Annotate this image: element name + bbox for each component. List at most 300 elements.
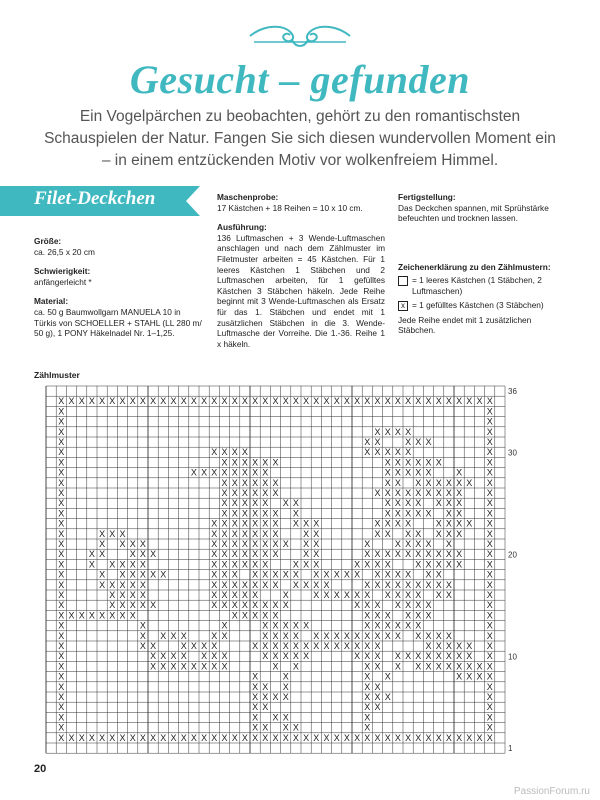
filled-cell: X	[99, 579, 106, 590]
filled-cell: X	[139, 600, 146, 611]
filled-cell: X	[405, 620, 412, 631]
filled-cell: X	[170, 661, 177, 672]
filled-cell: X	[282, 651, 289, 662]
filled-cell: X	[58, 457, 65, 468]
difficulty-label: Schwierigkeit:	[34, 266, 91, 277]
filled-cell: X	[354, 600, 361, 611]
filled-cell: X	[384, 457, 391, 468]
filled-cell: X	[394, 579, 401, 590]
size-value: ca. 26,5 x 20 cm	[34, 246, 95, 257]
filled-cell: X	[272, 651, 279, 662]
filled-cell: X	[394, 732, 401, 743]
filled-cell: X	[394, 498, 401, 509]
filled-cell: X	[58, 640, 65, 651]
filled-cell: X	[160, 396, 167, 407]
filled-cell: X	[201, 640, 208, 651]
filled-cell: X	[211, 528, 218, 539]
filled-cell: X	[384, 569, 391, 580]
filled-cell: X	[211, 630, 218, 641]
filled-cell: X	[313, 559, 320, 570]
filled-cell: X	[119, 589, 126, 600]
filled-cell: X	[333, 640, 340, 651]
filled-cell: X	[58, 732, 65, 743]
filled-cell: X	[445, 538, 452, 549]
filled-cell: X	[180, 651, 187, 662]
filled-cell: X	[99, 549, 106, 560]
filled-cell: X	[262, 579, 269, 590]
intro-text: Ein Vogelpärchen zu beobachten, gehört zu den romantischsten Schauspielen der Natur. Fangen Sie sich diesen wundervollen Moment ein – in einem entzückenden Motiv vor wolkenfreiem Himmel.	[44, 108, 556, 169]
filled-cell: X	[252, 487, 259, 498]
filled-cell: X	[262, 691, 269, 702]
filled-cell: X	[384, 620, 391, 631]
filled-cell: X	[241, 396, 248, 407]
filled-cell: X	[435, 589, 442, 600]
filled-cell: X	[364, 640, 371, 651]
filled-cell: X	[425, 600, 432, 611]
filled-cell: X	[415, 528, 422, 539]
filled-cell: X	[456, 651, 463, 662]
filled-cell: X	[282, 732, 289, 743]
filled-cell: X	[405, 498, 412, 509]
filled-cell: X	[303, 579, 310, 590]
filled-cell: X	[374, 732, 381, 743]
row-label: 36	[508, 387, 517, 397]
filled-cell: X	[58, 487, 65, 498]
filled-cell: X	[425, 630, 432, 641]
filled-cell: X	[466, 671, 473, 682]
filled-cell: X	[78, 732, 85, 743]
filled-cell: X	[292, 732, 299, 743]
filled-cell: X	[425, 477, 432, 488]
filled-cell: X	[88, 559, 95, 570]
filled-cell: X	[394, 549, 401, 560]
filled-cell: X	[405, 508, 412, 519]
filled-cell: X	[231, 600, 238, 611]
filled-cell: X	[129, 579, 136, 590]
filled-cell: X	[99, 569, 106, 580]
finishing-label: Fertigstellung:	[398, 192, 456, 202]
filled-cell: X	[58, 508, 65, 519]
filled-cell: X	[374, 610, 381, 621]
filled-cell: X	[221, 447, 228, 458]
filled-cell: X	[374, 436, 381, 447]
filled-cell: X	[272, 610, 279, 621]
filled-cell: X	[445, 559, 452, 570]
filled-cell: X	[292, 518, 299, 529]
filled-cell: X	[211, 589, 218, 600]
filled-cell: X	[252, 702, 259, 713]
filled-cell: X	[415, 396, 422, 407]
filled-cell: X	[394, 477, 401, 488]
filled-cell: X	[262, 559, 269, 570]
filled-cell: X	[425, 396, 432, 407]
filled-cell: X	[241, 610, 248, 621]
filled-cell: X	[221, 651, 228, 662]
filled-cell: X	[109, 732, 116, 743]
filled-cell: X	[394, 538, 401, 549]
filled-cell: X	[445, 640, 452, 651]
filled-cell: X	[88, 732, 95, 743]
filled-cell: X	[364, 600, 371, 611]
filled-cell: X	[241, 487, 248, 498]
filled-cell: X	[241, 518, 248, 529]
filled-cell: X	[221, 620, 228, 631]
filled-cell: X	[476, 671, 483, 682]
filled-cell: X	[241, 528, 248, 539]
filled-cell: X	[221, 538, 228, 549]
filled-cell: X	[211, 518, 218, 529]
filled-cell: X	[303, 396, 310, 407]
filled-cell: X	[384, 630, 391, 641]
filled-cell: X	[221, 732, 228, 743]
filled-cell: X	[221, 518, 228, 529]
filled-cell: X	[88, 549, 95, 560]
filled-cell: X	[364, 661, 371, 672]
material-label: Material:	[34, 296, 69, 307]
filled-cell: X	[272, 508, 279, 519]
filled-cell: X	[129, 610, 136, 621]
filled-cell: X	[425, 467, 432, 478]
filled-cell: X	[221, 396, 228, 407]
filled-cell: X	[272, 477, 279, 488]
filled-cell: X	[68, 732, 75, 743]
filled-cell: X	[394, 661, 401, 672]
filled-cell: X	[384, 508, 391, 519]
legend-title: Zeichenerklärung zu den Zählmustern:	[398, 261, 551, 272]
filled-cell: X	[282, 722, 289, 733]
filled-cell: X	[190, 396, 197, 407]
filled-cell: X	[282, 620, 289, 631]
filled-cell: X	[303, 559, 310, 570]
filled-cell: X	[313, 732, 320, 743]
filled-cell: X	[303, 620, 310, 631]
filled-cell: X	[374, 620, 381, 631]
filled-cell: X	[435, 518, 442, 529]
filled-cell: X	[364, 559, 371, 570]
filled-cell: X	[241, 508, 248, 519]
filled-cell: X	[445, 651, 452, 662]
filled-cell: X	[374, 447, 381, 458]
filled-cell: X	[313, 396, 320, 407]
filled-cell: X	[282, 640, 289, 651]
filled-cell: X	[58, 589, 65, 600]
filled-cell: X	[394, 620, 401, 631]
filled-cell: X	[211, 549, 218, 560]
filled-cell: X	[415, 732, 422, 743]
material-value: ca. 50 g Baumwollgarn MANUELA 10 in Türkis von SCHOELLER + STAHL (LL 280 m/ 50 g), 1 PONY Häkelnadel Nr. 1–1,25.	[34, 306, 202, 339]
filled-cell: X	[129, 569, 136, 580]
filled-cell: X	[99, 538, 106, 549]
filled-cell: X	[354, 732, 361, 743]
filled-cell: X	[58, 436, 65, 447]
filled-cell: X	[364, 538, 371, 549]
filled-cell: X	[425, 436, 432, 447]
filled-cell: X	[139, 396, 146, 407]
filled-cell: X	[150, 600, 157, 611]
filled-cell: X	[323, 630, 330, 641]
filled-cell: X	[384, 396, 391, 407]
filled-cell: X	[333, 589, 340, 600]
filled-cell: X	[364, 671, 371, 682]
filled-cell: X	[201, 651, 208, 662]
filled-cell: X	[262, 538, 269, 549]
filled-cell: X	[405, 518, 412, 529]
filled-cell: X	[313, 518, 320, 529]
filled-cell: X	[129, 589, 136, 600]
filled-cell: X	[252, 600, 259, 611]
filled-cell: X	[415, 467, 422, 478]
filled-cell: X	[486, 426, 493, 437]
filled-cell: X	[262, 640, 269, 651]
filled-cell: X	[292, 630, 299, 641]
filled-cell: X	[486, 549, 493, 560]
filled-cell: X	[456, 671, 463, 682]
filled-cell: X	[272, 630, 279, 641]
filled-cell: X	[139, 559, 146, 570]
filled-cell: X	[303, 549, 310, 560]
filled-cell: X	[109, 528, 116, 539]
filled-cell: X	[364, 732, 371, 743]
filled-cell: X	[211, 559, 218, 570]
filled-cell: X	[262, 477, 269, 488]
filled-cell: X	[282, 569, 289, 580]
filled-cell: X	[323, 732, 330, 743]
filled-cell: X	[415, 579, 422, 590]
filled-cell: X	[486, 589, 493, 600]
filled-cell: X	[201, 732, 208, 743]
filled-cell: X	[68, 396, 75, 407]
filled-cell: X	[292, 569, 299, 580]
filled-cell: X	[343, 640, 350, 651]
filled-cell: X	[211, 732, 218, 743]
filled-cell: X	[333, 630, 340, 641]
filled-cell: X	[252, 498, 259, 509]
filled-cell: X	[445, 661, 452, 672]
filled-cell: X	[466, 661, 473, 672]
filled-cell: X	[272, 549, 279, 560]
filled-cell: X	[374, 426, 381, 437]
filled-cell: X	[364, 396, 371, 407]
filled-cell: X	[252, 579, 259, 590]
filled-cell: X	[170, 630, 177, 641]
filled-cell: X	[384, 518, 391, 529]
filled-cell: X	[384, 691, 391, 702]
filled-cell: X	[323, 579, 330, 590]
filled-cell: X	[435, 661, 442, 672]
filled-cell: X	[456, 640, 463, 651]
instructions-column	[217, 192, 385, 349]
filled-cell: X	[150, 549, 157, 560]
filled-cell: X	[201, 396, 208, 407]
filled-cell: X	[272, 732, 279, 743]
filled-cell: X	[221, 487, 228, 498]
filled-cell: X	[58, 549, 65, 560]
filled-cell: X	[364, 620, 371, 631]
filled-cell: X	[241, 498, 248, 509]
filled-cell: X	[221, 600, 228, 611]
filled-cell: X	[129, 732, 136, 743]
legend-empty-text: = 1 leeres Kästchen (1 Stäbchen, 2 Luftmaschen)	[412, 275, 542, 296]
filled-cell: X	[354, 396, 361, 407]
filled-cell: X	[415, 498, 422, 509]
filled-cell: X	[272, 457, 279, 468]
filled-cell: X	[180, 661, 187, 672]
filled-cell: X	[68, 610, 75, 621]
filled-cell: X	[323, 589, 330, 600]
filled-cell: X	[139, 549, 146, 560]
filled-cell: X	[58, 396, 65, 407]
filled-cell: X	[221, 549, 228, 560]
filled-cell: X	[384, 732, 391, 743]
filled-cell: X	[364, 702, 371, 713]
filled-cell: X	[394, 600, 401, 611]
filled-cell: X	[486, 498, 493, 509]
difficulty-value: anfängerleicht *	[34, 276, 92, 287]
filled-cell: X	[58, 691, 65, 702]
filled-cell: X	[272, 518, 279, 529]
filled-cell: X	[211, 651, 218, 662]
filled-cell: X	[456, 487, 463, 498]
filled-cell: X	[231, 498, 238, 509]
filled-cell: X	[303, 640, 310, 651]
filled-cell: X	[282, 691, 289, 702]
chart-title: Zählmuster	[34, 370, 80, 380]
filled-cell: X	[129, 559, 136, 570]
filled-cell: X	[241, 538, 248, 549]
filled-cell: X	[486, 600, 493, 611]
filled-cell: X	[435, 396, 442, 407]
filled-cell: X	[231, 467, 238, 478]
filled-cell: X	[119, 538, 126, 549]
filled-cell: X	[252, 589, 259, 600]
filled-cell: X	[170, 651, 177, 662]
filled-cell: X	[425, 579, 432, 590]
filled-cell: X	[445, 396, 452, 407]
filled-cell: X	[435, 487, 442, 498]
filled-cell: X	[486, 732, 493, 743]
filled-cell: X	[139, 640, 146, 651]
filled-cell: X	[272, 528, 279, 539]
filled-cell: X	[405, 487, 412, 498]
filled-cell: X	[231, 447, 238, 458]
filled-cell: X	[231, 610, 238, 621]
filled-cell: X	[394, 651, 401, 662]
filled-cell: X	[252, 559, 259, 570]
filled-cell: X	[58, 600, 65, 611]
filled-cell: X	[241, 589, 248, 600]
size-label: Größe:	[34, 236, 62, 246]
filled-cell: X	[405, 600, 412, 611]
filled-cell: X	[425, 559, 432, 570]
filled-cell: X	[221, 589, 228, 600]
filled-cell: X	[160, 651, 167, 662]
filled-cell: X	[272, 579, 279, 590]
filled-cell: X	[486, 518, 493, 529]
filled-cell: X	[292, 722, 299, 733]
filled-cell: X	[374, 691, 381, 702]
filled-cell: X	[405, 467, 412, 478]
filled-cell: X	[405, 538, 412, 549]
filled-cell: X	[160, 661, 167, 672]
filled-cell: X	[364, 436, 371, 447]
filled-cell: X	[262, 630, 269, 641]
filled-cell: X	[221, 569, 228, 580]
filled-cell: X	[119, 600, 126, 611]
filled-cell: X	[282, 671, 289, 682]
filled-cell: X	[58, 651, 65, 662]
filled-cell: X	[231, 477, 238, 488]
filled-cell: X	[150, 569, 157, 580]
filled-cell: X	[58, 671, 65, 682]
finishing-column	[398, 192, 566, 336]
gauge-value: 17 Kästchen + 18 Reihen = 10 x 10 cm.	[217, 202, 363, 213]
filled-cell: X	[456, 528, 463, 539]
filled-cell: X	[374, 661, 381, 672]
filled-cell: X	[252, 610, 259, 621]
filled-cell: X	[456, 518, 463, 529]
filled-cell: X	[241, 600, 248, 611]
filled-cell: X	[78, 610, 85, 621]
filled-cell: X	[252, 691, 259, 702]
filled-cell: X	[394, 457, 401, 468]
row-label: 30	[508, 448, 517, 458]
filled-cell: X	[272, 569, 279, 580]
filled-cell: X	[456, 477, 463, 488]
filled-cell: X	[435, 579, 442, 590]
filled-cell: X	[486, 457, 493, 468]
filled-cell: X	[313, 589, 320, 600]
filled-cell: X	[486, 630, 493, 641]
filled-cell: X	[231, 559, 238, 570]
filled-cell: X	[119, 579, 126, 590]
filled-cell: X	[231, 508, 238, 519]
filled-cell: X	[313, 549, 320, 560]
filled-cell: X	[221, 661, 228, 672]
filled-cell: X	[160, 732, 167, 743]
filled-cell: X	[313, 640, 320, 651]
filled-cell: X	[160, 630, 167, 641]
filled-cell: X	[282, 712, 289, 723]
filled-cell: X	[384, 528, 391, 539]
filled-cell: X	[129, 396, 136, 407]
filled-cell: X	[221, 630, 228, 641]
filled-cell: X	[343, 732, 350, 743]
filled-cell: X	[405, 528, 412, 539]
filled-cell: X	[190, 732, 197, 743]
filled-cell: X	[282, 396, 289, 407]
filled-cell: X	[394, 467, 401, 478]
filled-cell: X	[415, 589, 422, 600]
filled-cell: X	[374, 396, 381, 407]
filled-cell: X	[323, 569, 330, 580]
filled-cell: X	[170, 396, 177, 407]
page-number: 20	[34, 763, 47, 775]
filled-cell: X	[384, 549, 391, 560]
filled-cell: X	[364, 691, 371, 702]
filled-cell: X	[445, 589, 452, 600]
filled-cell: X	[180, 640, 187, 651]
filled-cell: X	[486, 436, 493, 447]
filled-cell: X	[425, 569, 432, 580]
finishing-text: Das Deckchen spannen, mit Sprühstärke befeuchten und trocknen lassen.	[398, 202, 549, 224]
filled-cell: X	[445, 508, 452, 519]
filled-cell: X	[221, 498, 228, 509]
filled-cell: X	[374, 640, 381, 651]
row-label: 1	[508, 744, 513, 754]
filled-cell: X	[139, 620, 146, 631]
filled-cell: X	[486, 681, 493, 692]
filled-cell: X	[466, 396, 473, 407]
